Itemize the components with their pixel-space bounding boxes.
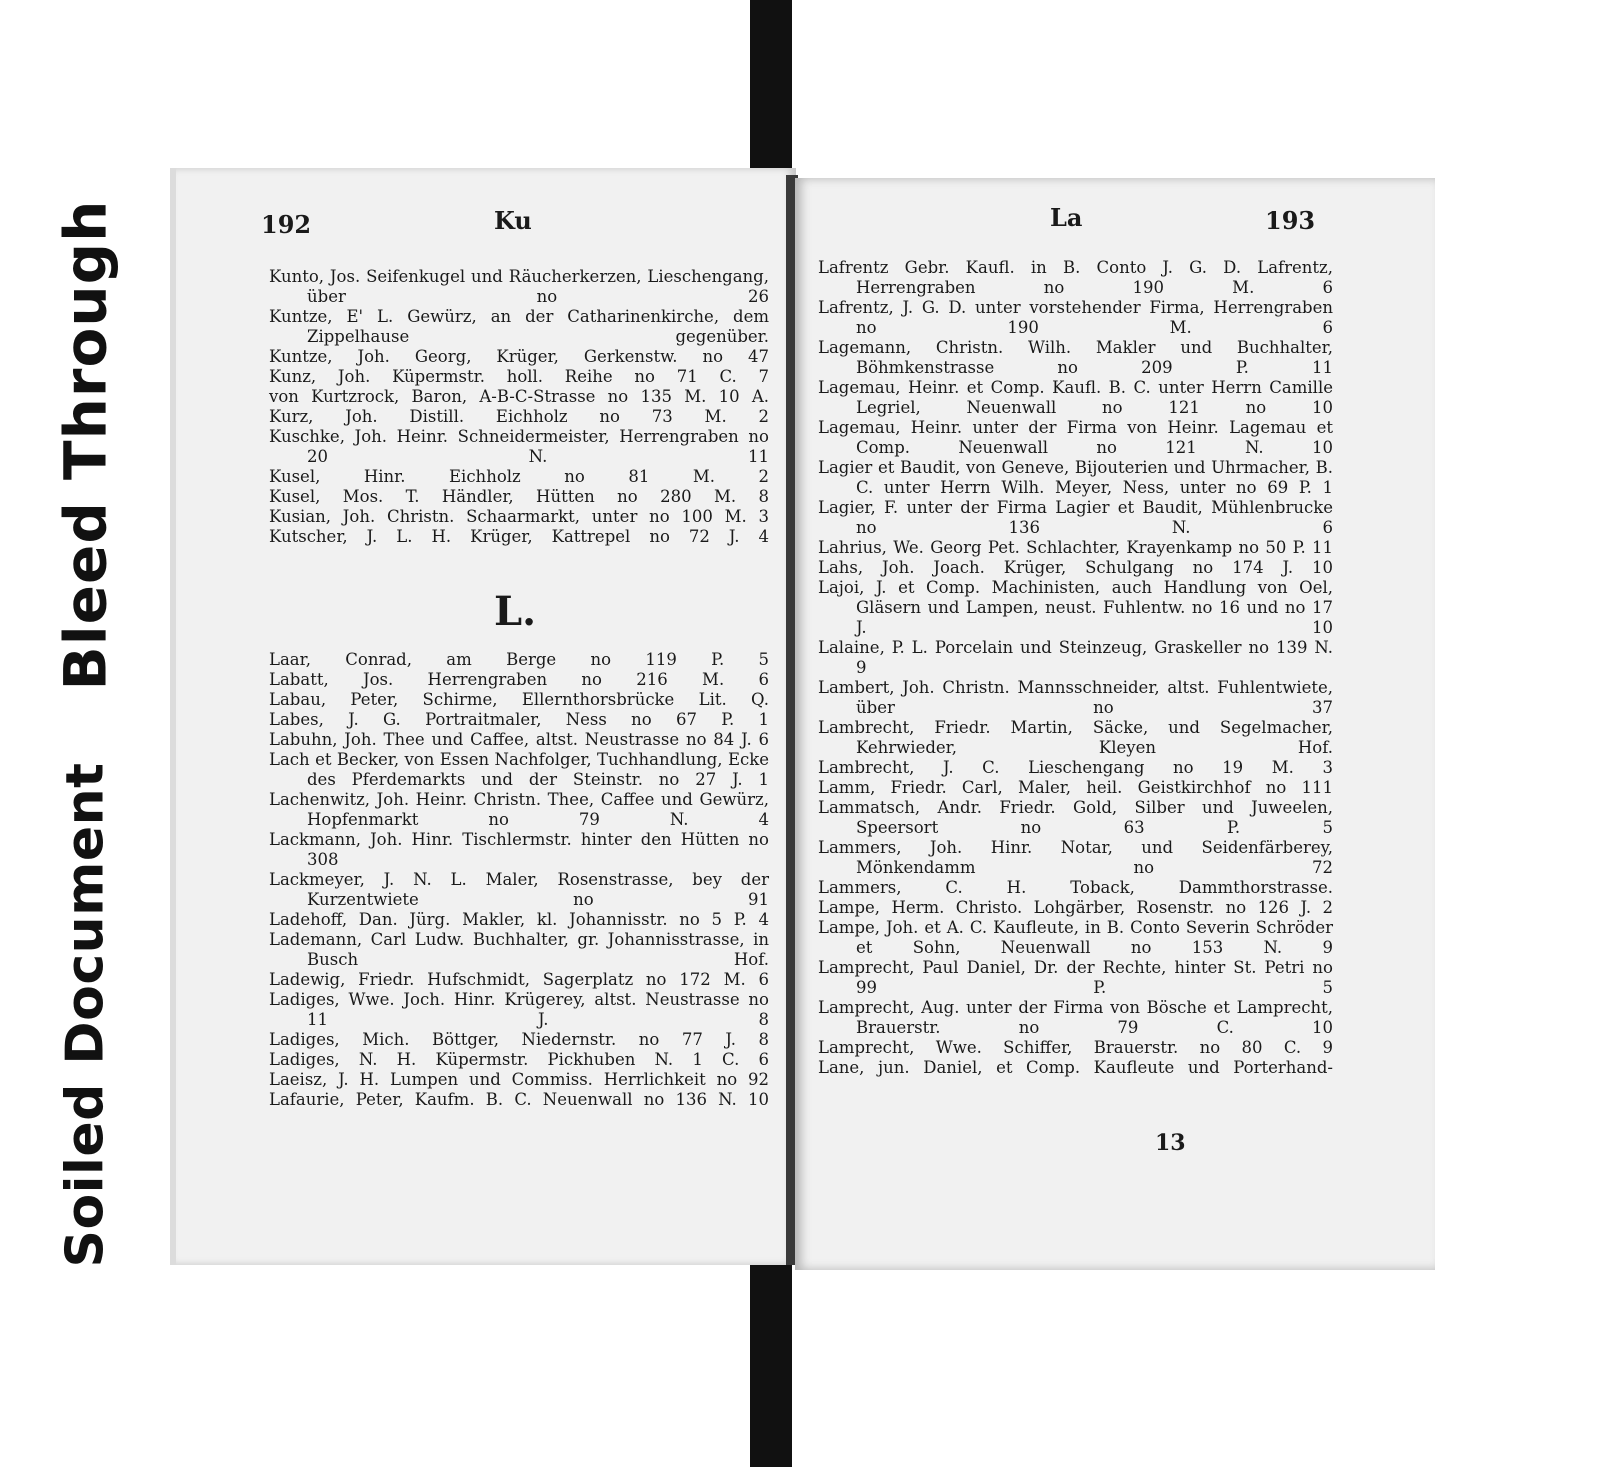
directory-entry: Lambrecht, Friedr. Martin, Säcke, und Segelmacher, Kehrwieder, Kleyen Hof. <box>818 718 1333 757</box>
directory-entry: Lamprecht, Paul Daniel, Dr. der Rechte, hinter St. Petri no 99 P. 5 <box>818 958 1333 997</box>
bleed-through-text: Bleed Through <box>51 199 120 691</box>
directory-entry: Kunz, Joh. Küpermstr. holl. Reihe no 71 C. 7 <box>269 367 769 386</box>
directory-entry: Labuhn, Joh. Thee und Caffee, altst. Neustrasse no 84 J. 6 <box>269 730 769 749</box>
left-page-header: Ku <box>494 206 532 235</box>
right-entries <box>818 258 1333 1078</box>
directory-entry: Lampe, Herm. Christo. Lohgärber, Rosenstr. no 126 J. 2 <box>818 898 1333 917</box>
binding-strip-top <box>750 0 792 175</box>
left-page-number: 192 <box>261 210 312 239</box>
directory-entry: Lafrentz, J. G. D. unter vorstehender Firma, Herrengraben no 190 M. 6 <box>818 298 1333 337</box>
soiled-document-label <box>38 735 133 1295</box>
directory-entry: Ladiges, N. H. Küpermstr. Pickhuben N. 1 C. 6 <box>269 1050 769 1069</box>
directory-entry: Lammers, Joh. Hinr. Notar, und Seidenfärberey, Mönkendamm no 72 <box>818 838 1333 877</box>
left-page <box>170 168 796 1265</box>
directory-entry: Lambrecht, J. C. Lieschengang no 19 M. 3 <box>818 758 1333 777</box>
directory-entry: Ladewig, Friedr. Hufschmidt, Sagerplatz no 172 M. 6 <box>269 970 769 989</box>
directory-entry: Ladiges, Wwe. Joch. Hinr. Krügerey, altst. Neustrasse no 11 J. 8 <box>269 990 769 1029</box>
directory-entry: Lackmeyer, J. N. L. Maler, Rosenstrasse, bey der Kurzentwiete no 91 <box>269 870 769 909</box>
directory-entry: Kurz, Joh. Distill. Eichholz no 73 M. 2 <box>269 407 769 426</box>
directory-entry: Kuschke, Joh. Heinr. Schneidermeister, Herrengraben no 20 N. 11 <box>269 427 769 466</box>
directory-entry: Lammatsch, Andr. Friedr. Gold, Silber und Juweelen, Speersort no 63 P. 5 <box>818 798 1333 837</box>
directory-entry: Lagemann, Christn. Wilh. Makler und Buchhalter, Böhmkenstrasse no 209 P. 11 <box>818 338 1333 377</box>
directory-entry: Kusel, Mos. T. Händler, Hütten no 280 M. 8 <box>269 487 769 506</box>
directory-entry: Laar, Conrad, am Berge no 119 P. 5 <box>269 650 769 669</box>
directory-entry: Lammers, C. H. Toback, Dammthorstrasse. <box>818 878 1333 897</box>
directory-entry: Labau, Peter, Schirme, Ellernthorsbrücke Lit. Q. <box>269 690 769 709</box>
bleed-through-label <box>38 200 133 690</box>
left-entries-top <box>269 267 769 547</box>
directory-entry: Lafaurie, Peter, Kaufm. B. C. Neuenwall no 136 N. 10 <box>269 1090 769 1109</box>
directory-entry: von Kurtzrock, Baron, A-B-C-Strasse no 135 M. 10 A. <box>269 387 769 406</box>
directory-entry: Lafrentz Gebr. Kaufl. in B. Conto J. G. D. Lafrentz, Herrengraben no 190 M. 6 <box>818 258 1333 297</box>
directory-entry: Kutscher, J. L. H. Krüger, Kattrepel no 72 J. 4 <box>269 527 769 546</box>
left-entries-bottom <box>269 650 769 1110</box>
directory-entry: Lagemau, Heinr. et Comp. Kaufl. B. C. unter Herrn Camille Legriel, Neuenwall no 121 no 10 <box>818 378 1333 417</box>
directory-entry: Kusel, Hinr. Eichholz no 81 M. 2 <box>269 467 769 486</box>
directory-entry: Lalaine, P. L. Porcelain und Steinzeug, Graskeller no 139 N. 9 <box>818 638 1333 677</box>
directory-entry: Lagier, F. unter der Firma Lagier et Baudit, Mühlenbrucke no 136 N. 6 <box>818 498 1333 537</box>
directory-entry: Ladiges, Mich. Böttger, Niedernstr. no 77 J. 8 <box>269 1030 769 1049</box>
directory-entry: Ladehoff, Dan. Jürg. Makler, kl. Johannisstr. no 5 P. 4 <box>269 910 769 929</box>
directory-entry: Lambert, Joh. Christn. Mannsschneider, altst. Fuhlentwiete, über no 37 <box>818 678 1333 717</box>
directory-entry: Lamprecht, Aug. unter der Firma von Bösche et Lamprecht, Brauerstr. no 79 C. 10 <box>818 998 1333 1037</box>
directory-entry: Lach et Becker, von Essen Nachfolger, Tuchhandlung, Ecke des Pferdemarkts und der Steinstr. no 27 J. 1 <box>269 750 769 789</box>
directory-entry: Lamm, Friedr. Carl, Maler, heil. Geistkirchhof no 111 <box>818 778 1333 797</box>
directory-entry: Laeisz, J. H. Lumpen und Commiss. Herrlichkeit no 92 <box>269 1070 769 1089</box>
directory-entry: Labes, J. G. Portraitmaler, Ness no 67 P. 1 <box>269 710 769 729</box>
directory-entry: Lagier et Baudit, von Geneve, Bijouterien und Uhrmacher, B. C. unter Herrn Wilh. Meyer, Ness, unter no 69 P. 1 <box>818 458 1333 497</box>
directory-entry: Labatt, Jos. Herrengraben no 216 M. 6 <box>269 670 769 689</box>
soiled-document-text: Soiled Document <box>55 762 116 1268</box>
directory-entry: Lane, jun. Daniel, et Comp. Kaufleute und Porterhand- <box>818 1058 1333 1077</box>
directory-entry: Kunto, Jos. Seifenkugel und Räucherkerzen, Lieschengang, über no 26 <box>269 267 769 306</box>
directory-entry: Lajoi, J. et Comp. Machinisten, auch Handlung von Oel, Gläsern und Lampen, neust. Fuhlentw. no 16 und no 17 J. 10 <box>818 578 1333 637</box>
directory-entry: Lademann, Carl Ludw. Buchhalter, gr. Johannisstrasse, in Busch Hof. <box>269 930 769 969</box>
directory-entry: Lachenwitz, Joh. Heinr. Christn. Thee, Caffee und Gewürz, Hopfenmarkt no 79 N. 4 <box>269 790 769 829</box>
binding-strip-bottom <box>750 1262 792 1467</box>
directory-entry: Lagemau, Heinr. unter der Firma von Heinr. Lagemau et Comp. Neuenwall no 121 N. 10 <box>818 418 1333 457</box>
directory-entry: Lahs, Joh. Joach. Krüger, Schulgang no 174 J. 10 <box>818 558 1333 577</box>
right-page-header: La <box>1050 203 1083 232</box>
directory-entry: Kuntze, Joh. Georg, Krüger, Gerkenstw. no 47 <box>269 347 769 366</box>
directory-entry: Lampe, Joh. et A. C. Kaufleute, in B. Conto Severin Schröder et Sohn, Neuenwall no 153 N. 9 <box>818 918 1333 957</box>
signature-mark: 13 <box>1155 1130 1186 1156</box>
directory-entry: Kusian, Joh. Christn. Schaarmarkt, unter no 100 M. 3 <box>269 507 769 526</box>
section-letter-l: L. <box>494 588 537 635</box>
directory-entry: Lahrius, We. Georg Pet. Schlachter, Krayenkamp no 50 P. 11 <box>818 538 1333 557</box>
directory-entry: Kuntze, E' L. Gewürz, an der Catharinenkirche, dem Zippelhause gegenüber. <box>269 307 769 346</box>
directory-entry: Lamprecht, Wwe. Schiffer, Brauerstr. no 80 C. 9 <box>818 1038 1333 1057</box>
right-page-number: 193 <box>1265 206 1316 235</box>
directory-entry: Lackmann, Joh. Hinr. Tischlermstr. hinter den Hütten no 308 <box>269 830 769 869</box>
right-page <box>795 178 1435 1270</box>
